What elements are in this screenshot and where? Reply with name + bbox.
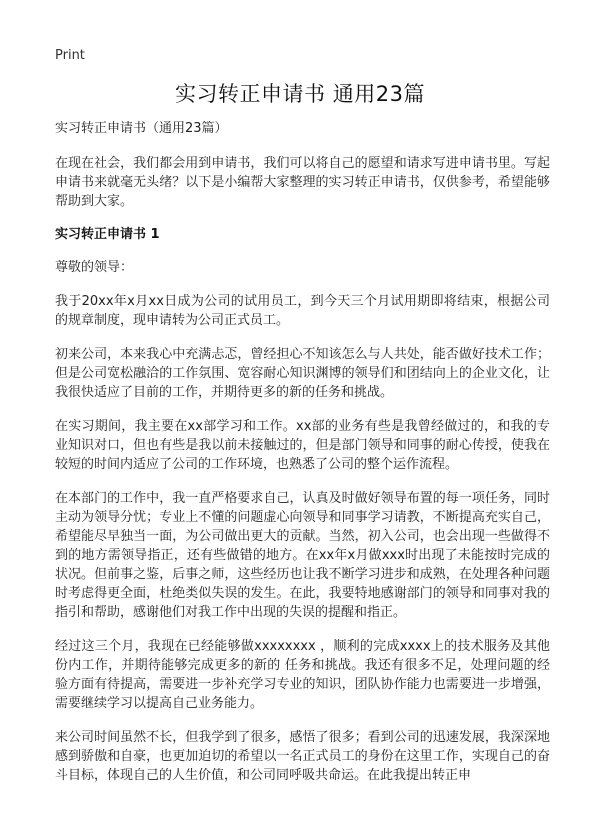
body-paragraph-1: 我于20xx年x月xx日成为公司的试用员工，到今天三个月试用期即将结束，根据公司的规章制度，现申请转为公司正式员工。 bbox=[55, 294, 550, 328]
section-heading: 实习转正申请书 1 bbox=[55, 227, 160, 242]
body-paragraph-4: 在本部门的工作中，我一直严格要求自己，认真及时做好领导布置的每一项任务，同时主动为领导分忧；专业上不懂的问题虚心向领导和同事学习请教，不断提高充实自己，希望能尽早独当一面，为公司做出更大的贡献。当然，初入公司，也会出现一些做得不到的地方需领导指正，还有些做错的地方。在xx年x月做xxx时出现了未能按时完成的状况。但前事之鉴，后事之师，这些经历也让我不断学习进步和成熟，在处理各种问题时考虑得更全面，杜绝类似失误的发生。在此，我要特地感谢部门的领导和同事对我的指引和帮助，感谢他们对我工作中出现的失误的提醒和指正。 bbox=[55, 491, 550, 620]
body-paragraph-3: 在实习期间，我主要在xx部学习和工作。xx部的业务有些是我曾经做过的，和我的专业知识对口，但也有些是我以前未接触过的，但是部门领导和同事的耐心传授，使我在较短的时间内适应了公司的工作环境，也熟悉了公司的整个运作流程。 bbox=[55, 419, 550, 472]
page-title: 实习转正申请书 通用23篇 bbox=[175, 82, 425, 106]
body-paragraph-5: 经过这三个月，我现在已经能够做xxxxxxxx ，顺利的完成xxxx上的技术服务及其他份内工作，并期待能够完成更多的新的 任务和挑战。我还有很多不足，处理问题的经验方面有待提高，需要进一步补充学习专业的知识，团队协作能力也需要进一步增强，需要继续学习以提高自己业务能力。 bbox=[55, 639, 550, 711]
intro-paragraph: 在现在社会，我们都会用到申请书，我们可以将自己的愿望和请求写进申请书里。写起申请书来就毫无头绪？以下是小编帮大家整理的实习转正申请书，仅供参考，希望能够帮助到大家。 bbox=[55, 156, 550, 209]
body-paragraph-6: 来公司时间虽然不长，但我学到了很多，感悟了很多；看到公司的迅速发展，我深深地感到骄傲和自豪，也更加迫切的希望以一名正式员工的身份在这里工作，实现自己的奋斗目标，体现自己的人生价值，和公司同呼吸共命运。在此我提出转正申 bbox=[55, 730, 550, 783]
greeting: 尊敬的领导： bbox=[55, 260, 134, 275]
print-link[interactable]: Print bbox=[55, 48, 85, 63]
document-subtitle: 实习转正申请书（通用23篇） bbox=[55, 121, 228, 136]
body-paragraph-2: 初来公司，本来我心中充满忐忑，曾经担心不知该怎么与人共处，能否做好技术工作；但是公司宽松融洽的工作氛围、宽容耐心知识渊博的领导们和团结向上的企业文化，让我很快适应了目前的工作，并期待更多的新的任务和挑战。 bbox=[55, 347, 550, 400]
document-body bbox=[55, 120, 550, 800]
